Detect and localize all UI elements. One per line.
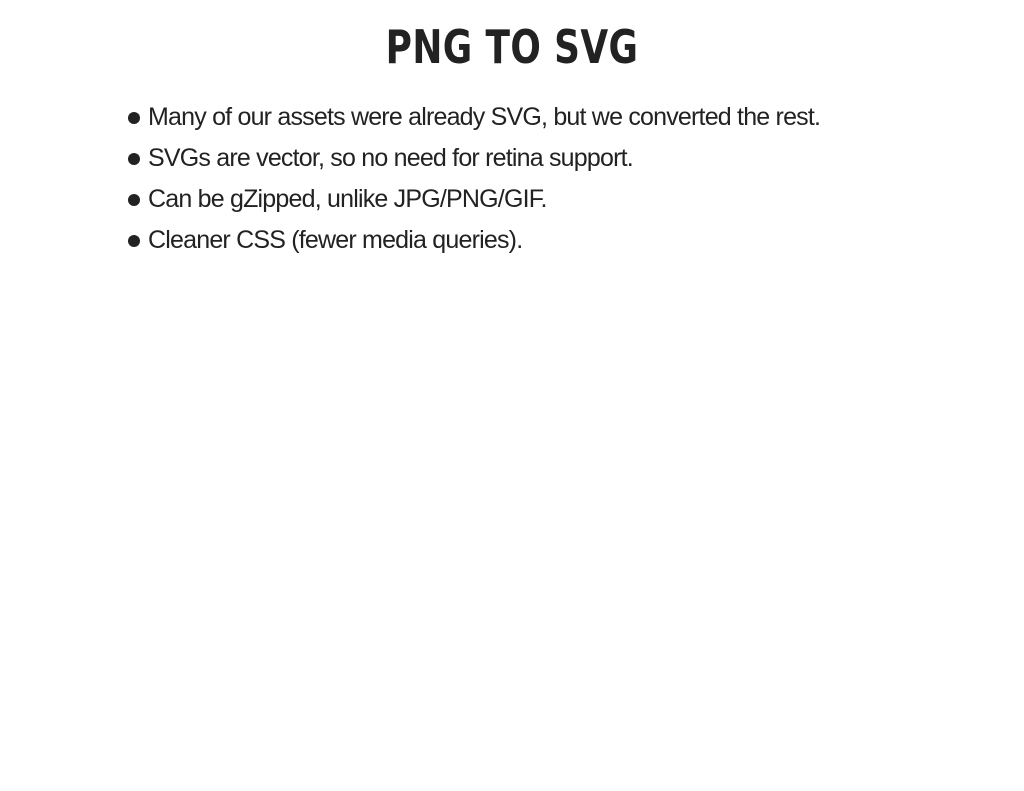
list-item (126, 97, 986, 138)
bullet-text: Can be gZipped, unlike JPG/PNG/GIF. (148, 185, 547, 213)
bullet-icon (128, 112, 140, 124)
bullet-text: Cleaner CSS (fewer media queries). (148, 226, 523, 254)
bullet-icon (128, 194, 140, 206)
list-item (126, 220, 986, 261)
list-item (126, 179, 986, 220)
slide-title: PNG TO SVG (385, 20, 639, 74)
bullet-text: Many of our assets were already SVG, but we converted the rest. (148, 103, 821, 131)
bullet-icon (128, 153, 140, 165)
list-item (126, 138, 986, 179)
bullet-icon (128, 235, 140, 247)
bullet-list (126, 97, 986, 261)
bullet-text: SVGs are vector, so no need for retina support. (148, 144, 633, 172)
